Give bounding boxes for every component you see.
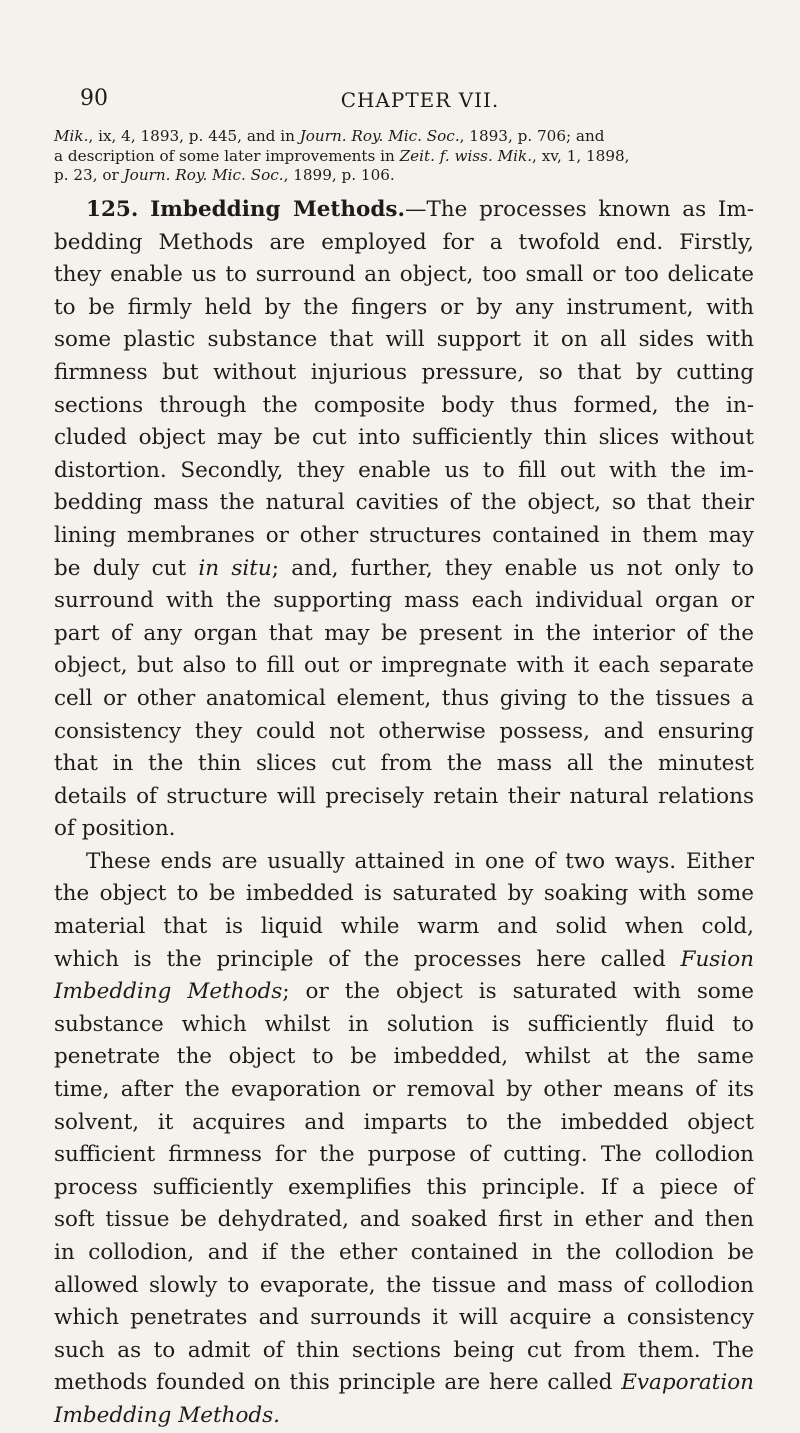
text-line: surround with the supporting mass each individual organ or [54,588,754,614]
footnote-line [54,127,754,147]
italic-term: Imbedding Methods [54,979,283,1005]
text-run: which is the principle of the processes here called [54,946,681,972]
citation-text: a description of some later improvements in [54,146,400,165]
text-line: sufficient firmness for the purpose of cutting. The collodion [54,1142,754,1168]
footnote-line [54,147,754,167]
text-run: ; or the object is saturated with some [282,979,754,1005]
running-head: CHAPTER VII. [340,88,500,112]
text-line: soft tissue be dehydrated, and soaked first in ether and then [54,1207,754,1233]
text-line [54,944,754,977]
text-line [54,194,754,227]
citation-title: Mik. [54,127,89,145]
italic-term: in situ [198,555,272,581]
text-line: details of structure will precisely retain their natural relations [54,783,754,809]
citation-text: p. 23, or [54,166,124,184]
citation-text: , xv, 1, 1898, [532,146,630,165]
footnote [54,127,754,186]
text-line: the object to be imbedded is saturated by soaking with some [54,881,754,907]
footnote-line [54,166,754,186]
citation-title: Zeit. f. wiss. Mik. [399,146,533,165]
text-run: ; and, further, they enable us not only to [271,555,754,581]
text-line [54,976,754,1009]
text-line: lining membranes or other structures contained in them may [54,522,754,548]
text-line: firmness but without injurious pressure, so that by cutting [54,359,754,385]
text-run: methods founded on this principle are here called [54,1370,622,1396]
text-line: they enable us to surround an object, too small or too delicate [54,262,754,288]
text-line [54,553,754,586]
citation-title: Journ. Roy. Mic. Soc. [299,127,460,145]
text-line: penetrate the object to be imbedded, whilst at the same [54,1044,754,1070]
text-line: process sufficiently exemplifies this principle. If a piece of [54,1174,754,1200]
citation-text: , ix, 4, 1893, p. 445, and in [88,127,300,145]
text-line: part of any organ that may be present in the interior of the [54,620,754,646]
section-number: 125. [86,197,139,222]
citation-text: , 1899, p. 106. [283,166,395,184]
section-title: Imbedding Methods. [150,197,405,222]
text-line: cell or other anatomical element, thus giving to the tissues a [54,685,754,711]
italic-term: Imbedding Methods. [54,1402,281,1428]
text-line: some plastic substance that will support it on all sides with [54,327,754,353]
citation-title: Journ. Roy. Mic. Soc. [123,166,284,184]
citation-text: , 1893, p. 706; and [459,127,605,145]
text-line: to be firmly held by the fingers or by any instrument, with [54,294,754,320]
text-line: that in the thin slices cut from the mass all the minutest [54,751,754,777]
page-number: 90 [80,86,108,111]
text-line: cluded object may be cut into sufficiently thin slices without [54,425,754,451]
text-line: bedding Methods are employed for a twofold end. Firstly, [54,229,754,255]
text-line: These ends are usually attained in one of two ways. Either [86,848,754,874]
text-line: sections through the composite body thus formed, the in- [54,392,754,418]
text-line: distortion. Secondly, they enable us to fill out with the im- [54,457,754,483]
text-line: which penetrates and surrounds it will acquire a consistency [54,1305,754,1331]
text-line: solvent, it acquires and imparts to the imbedded object [54,1109,754,1135]
text-line: of position. [54,816,176,842]
italic-term: Fusion [680,946,754,972]
text-line: substance which whilst in solution is sufficiently fluid to [54,1011,754,1037]
text-line: such as to admit of thin sections being cut from them. The [54,1337,754,1363]
text-line [54,1367,754,1400]
page-header [80,86,760,116]
text-line: object, but also to fill out or impregnate with it each separate [54,653,754,679]
body-text [54,194,754,1433]
text-line: time, after the evaporation or removal by other means of its [54,1077,754,1103]
text-line [54,1400,754,1433]
text-line: bedding mass the natural cavities of the object, so that their [54,490,754,516]
text-line: allowed slowly to evaporate, the tissue and mass of collodion [54,1272,754,1298]
text-line: consistency they could not otherwise possess, and ensuring [54,718,754,744]
text-line: material that is liquid while warm and solid when cold, [54,914,754,940]
text-line: in collodion, and if the ether contained in the collodion be [54,1240,754,1265]
text-run: be duly cut [54,555,199,581]
italic-term: Evaporation [621,1370,754,1396]
text-run: —The processes known as Im- [404,197,754,222]
